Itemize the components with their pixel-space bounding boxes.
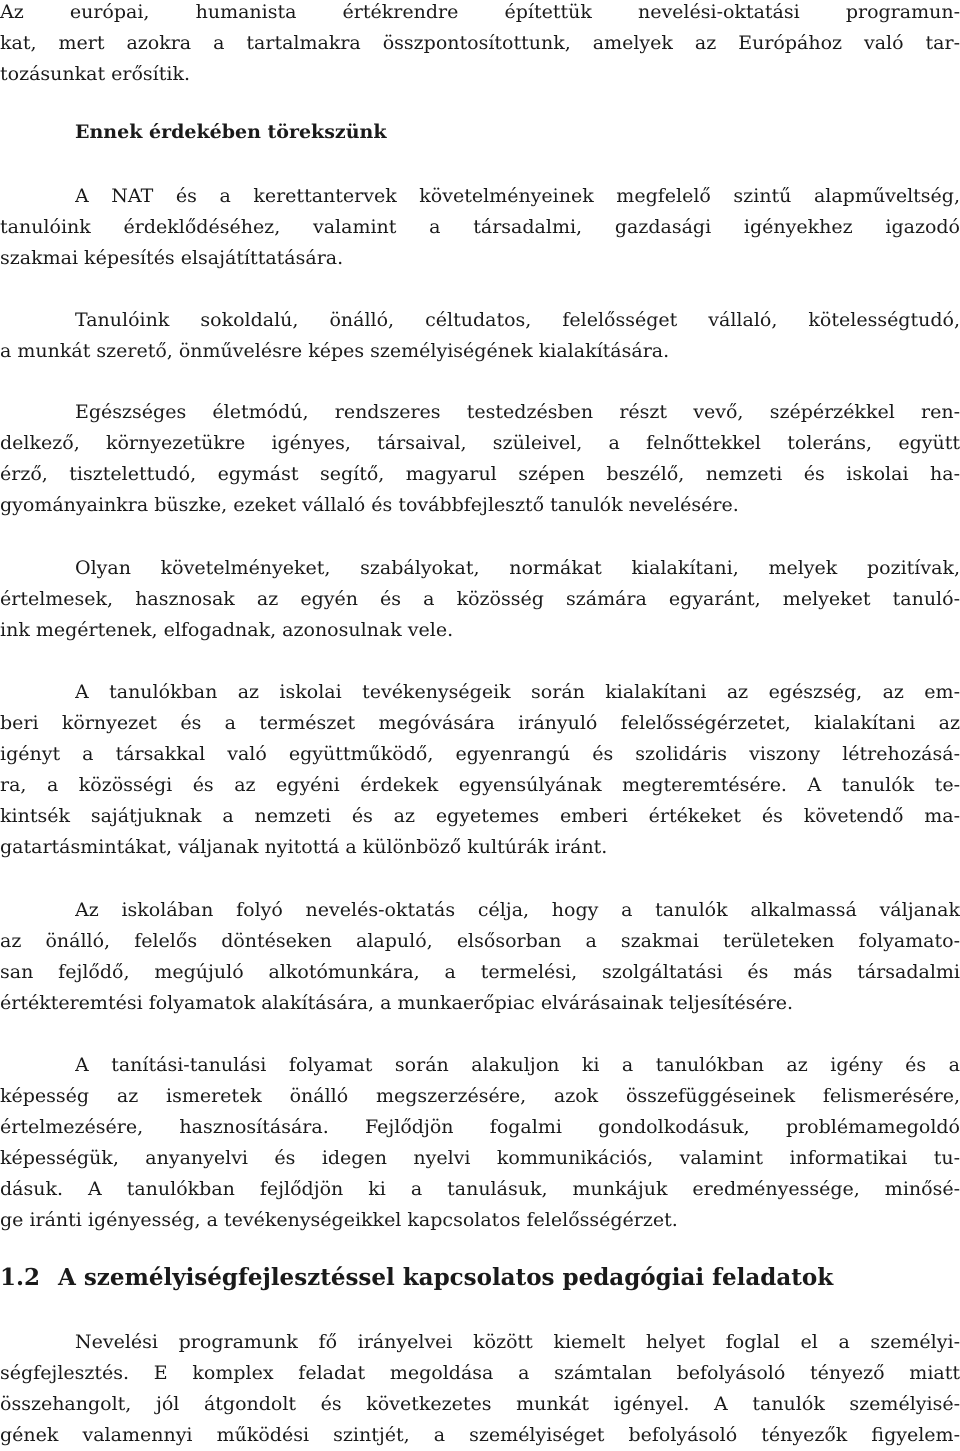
text-line: Nevelési programunk fő irányelvei között kiemelt helyet foglal el a személyi- [75, 1331, 960, 1353]
text-line: A tanulókban az iskolai tevékenységeik során kialakítani az egészség, az em- [75, 681, 960, 703]
text-line: az önálló, felelős döntéseken alapuló, elsősorban a szakmai területeken folyamato- [0, 930, 960, 952]
text-line: értelmesek, hasznosak az egyén és a közösség számára egyaránt, melyeket tanuló- [0, 588, 960, 610]
text-line: gatartásmintákat, váljanak nyitottá a különböző kultúrák iránt. [0, 836, 608, 858]
section-title: A személyiségfejlesztéssel kapcsolatos pedagógiai feladatok [58, 1264, 834, 1291]
text-line: ink megértenek, elfogadnak, azonosulnak vele. [0, 619, 454, 641]
text-line: szakmai képesítés elsajátíttatására. [0, 247, 344, 269]
text-line: értelmezésére, hasznosítására. Fejlődjön fogalmi gondolkodásuk, problémamegoldó [0, 1116, 960, 1138]
text-line: san fejlődő, megújuló alkotómunkára, a termelési, szolgáltatási és más társadalmi [0, 961, 960, 983]
text-line: ge iránti igényesség, a tevékenységeikkel kapcsolatos felelősségérzet. [0, 1209, 678, 1231]
text-line: Olyan követelményeket, szabályokat, normákat kialakítani, melyek pozitívak, [75, 557, 960, 579]
text-line: összehangolt, jól átgondolt és következetes munkát igényel. A tanulók személyisé- [0, 1393, 960, 1415]
text-line: kintsék sajátjuknak a nemzeti és az egyetemes emberi értékeket és követendő ma- [0, 805, 960, 827]
section-number: 1.2 [0, 1264, 41, 1291]
text-line: gének valamennyi működési szintjét, a személyiséget befolyásoló tényezők figyelem- [0, 1424, 960, 1446]
text-line: delkező, környezetükre igényes, társaival, szüleivel, a felnőttekkel toleráns, együtt [0, 432, 960, 454]
text-line: tanulóink érdeklődéséhez, valamint a társadalmi, gazdasági igényekhez igazodó [0, 216, 960, 238]
text-line: A NAT és a kerettantervek követelményeinek megfelelő szintű alapműveltség, [75, 185, 960, 207]
text-line: dásuk. A tanulókban fejlődjön ki a tanulásuk, munkájuk eredményessége, minősé- [0, 1178, 960, 1200]
goals-heading: Ennek érdekében törekszünk [75, 121, 387, 143]
text-line: Tanulóink sokoldalú, önálló, céltudatos, felelősséget vállaló, kötelességtudó, [75, 309, 960, 331]
text-line: tozásunkat erősítik. [0, 63, 191, 85]
text-line: igényt a társakkal való együttműködő, egyenrangú és szolidáris viszony létrehozásá- [0, 743, 960, 765]
text-line: érző, tisztelettudó, egymást segítő, magyarul szépen beszélő, nemzeti és iskolai ha- [0, 463, 960, 485]
text-line: beri környezet és a természet megóvására irányuló felelősségérzetet, kialakítani az [0, 712, 960, 734]
section-heading [0, 1261, 960, 1295]
text-line: a munkát szerető, önművelésre képes személyiségének kialakítására. [0, 340, 670, 362]
text-line: gyományainkra büszke, ezeket vállaló és továbbfejlesztő tanulók nevelésére. [0, 494, 739, 516]
text-line: kat, mert azokra a tartalmakra összpontosítottunk, amelyek az Európához való tar- [0, 32, 960, 54]
text-line: képesség az ismeretek önálló megszerzésére, azok összefüggéseinek felismerésére, [0, 1085, 960, 1107]
text-line: ségfejlesztés. E komplex feladat megoldása a számtalan befolyásoló tényező miatt [0, 1362, 960, 1384]
text-line: Az európai, humanista értékrendre építettük nevelési-oktatási programun- [0, 1, 960, 23]
text-line: Egészséges életmódú, rendszeres testedzésben részt vevő, szépérzékkel ren- [75, 401, 960, 423]
text-line: Az iskolában folyó nevelés-oktatás célja, hogy a tanulók alkalmassá váljanak [75, 899, 960, 921]
text-line: képességük, anyanyelvi és idegen nyelvi kommunikációs, valamint informatikai tu- [0, 1147, 960, 1169]
text-line: ra, a közösségi és az egyéni érdekek egyensúlyának megteremtésére. A tanulók te- [0, 774, 960, 796]
text-line: A tanítási-tanulási folyamat során alakuljon ki a tanulókban az igény és a [75, 1054, 960, 1076]
text-line: értékteremtési folyamatok alakítására, a munkaerőpiac elvárásainak teljesítésére. [0, 992, 794, 1014]
